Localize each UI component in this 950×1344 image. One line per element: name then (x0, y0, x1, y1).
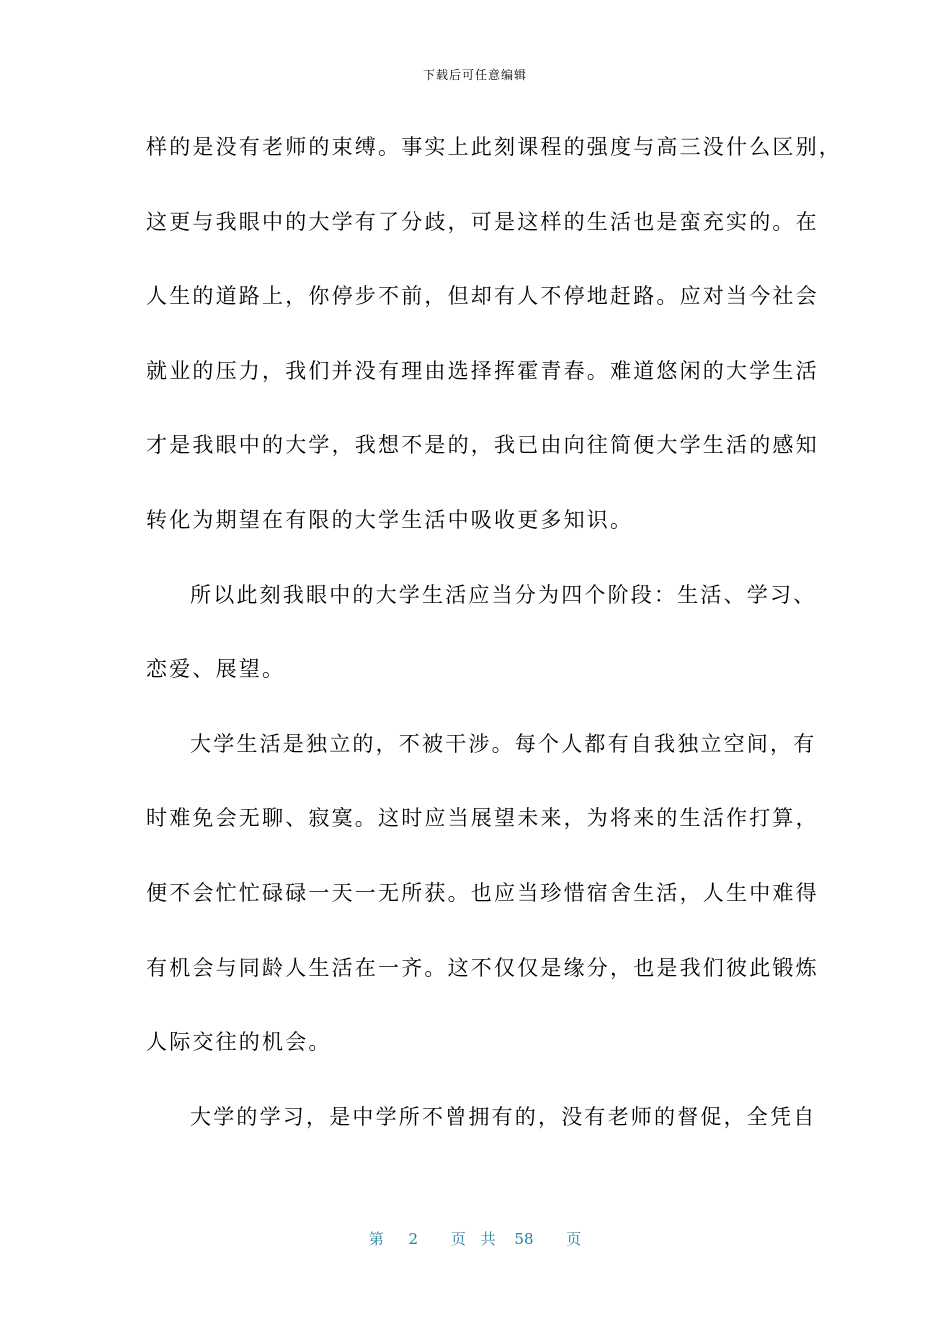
page-footer (0, 1228, 950, 1249)
text-line: 转化为期望在有限的大学生活中吸收更多知识。 (146, 507, 634, 532)
text-line: 才是我眼中的大学，我想不是的，我已由向往简便大学生活的感知 (146, 433, 819, 458)
text-line: 人际交往的机会。 (146, 1030, 332, 1055)
page-header: 下载后可任意编辑 (422, 68, 527, 82)
paragraph-start-line: 大学生活是独立的，不被干涉。每个人都有自我独立空间，有 (190, 731, 817, 756)
text-line: 恋爱、展望。 (146, 657, 286, 682)
text-line: 就业的压力，我们并没有理由选择挥霍青春。难道悠闲的大学生活 (146, 358, 819, 383)
paragraph-start-line: 大学的学习，是中学所不曾拥有的，没有老师的督促，全凭自 (190, 1104, 817, 1129)
text-line: 时难免会无聊、寂寞。这时应当展望未来，为将来的生活作打算， (146, 806, 819, 831)
text-line: 这更与我眼中的大学有了分歧，可是这样的生活也是蛮充实的。在 (146, 209, 819, 234)
text-line: 人生的道路上，你停步不前，但却有人不停地赶路。应对当今社会 (146, 284, 819, 309)
page-number: 2 (408, 1230, 419, 1248)
paragraph-start-line: 所以此刻我眼中的大学生活应当分为四个阶段：生活、学习、 (190, 582, 817, 607)
footer-prefix: 第 (368, 1230, 384, 1248)
footer-page-label: 页 (450, 1230, 466, 1248)
text-line: 样的是没有老师的束缚。事实上此刻课程的强度与高三没什么区别， (146, 135, 842, 159)
total-pages: 58 (514, 1230, 534, 1248)
document-body (146, 127, 842, 1171)
text-line: 便不会忙忙碌碌一天一无所获。也应当珍惜宿舍生活，人生中难得 (146, 880, 819, 905)
footer-total-label: 共 (480, 1230, 496, 1248)
text-line: 有机会与同龄人生活在一齐。这不仅仅是缘分，也是我们彼此锻炼 (146, 955, 819, 980)
footer-suffix: 页 (566, 1230, 582, 1248)
